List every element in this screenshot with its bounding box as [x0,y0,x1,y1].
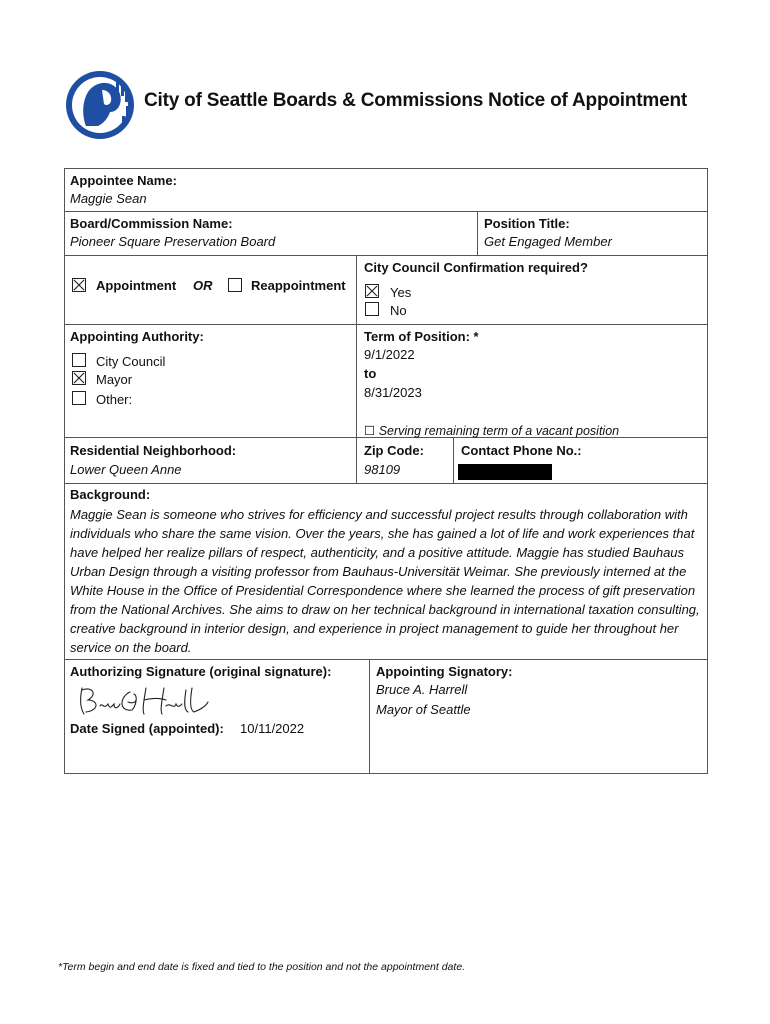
confirmation-yes-label: Yes [390,285,412,300]
city-council-checkbox[interactable] [72,353,86,367]
term-label: Term of Position: * [364,329,479,344]
appointee-name-label: Appointee Name: [70,173,177,188]
neighborhood-label: Residential Neighborhood: [70,443,237,458]
background-text: Maggie Sean is someone who strives for efficiency and successful project results through collaboration with individuals who share the same vision. Over the years, she has gained a lot of life and work experiences that have helped her realize pillars of respect, authenticity, and a positive attitude. Maggie has studied Bauhaus Urban Design through a visiting professor from Bauhaus-Universität Weimar. She previously interned at the White House in the Office of Presidential Correspondence where she learned the process of gift preservation from the National Archives. She aims to draw on her technical background in international taxation consulting, creative background in interior design, and experience in project management to guide her throughout her service on the board. [70,507,700,655]
neighborhood-value: Lower Queen Anne [70,462,182,477]
divider [64,659,708,660]
vacant-term-checkbox[interactable]: ☐ [364,424,376,438]
redacted-phone [458,464,552,480]
city-of-seattle-seal-icon [64,68,136,142]
vacant-term-option[interactable] [364,423,619,438]
mayor-checkbox[interactable] [72,371,86,385]
council-confirmation-label: City Council Confirmation required? [364,260,588,275]
divider [356,255,357,483]
signatory-title: Mayor of Seattle [376,702,471,717]
page-title: City of Seattle Boards & Commissions Notice of Appointment [144,90,687,111]
position-title-value: Get Engaged Member [484,234,612,249]
board-name-value: Pioneer Square Preservation Board [70,234,276,249]
divider [453,437,454,483]
mayor-label: Mayor [96,372,133,387]
position-title-label: Position Title: [484,216,570,231]
vacant-term-label: Serving remaining term of a vacant position [378,424,620,438]
board-name-label: Board/Commission Name: [70,216,233,231]
other-checkbox[interactable] [72,391,86,405]
city-council-label: City Council [96,354,166,369]
appointment-checkbox[interactable] [72,278,86,292]
zip-label: Zip Code: [364,443,424,458]
appointing-signatory-label: Appointing Signatory: [376,664,513,679]
appointment-label: Appointment [96,278,177,293]
signatory-name: Bruce A. Harrell [376,682,468,697]
divider [64,211,708,212]
divider [369,659,370,774]
appointing-authority-label: Appointing Authority: [70,329,204,344]
divider [64,483,708,484]
confirmation-no-label: No [390,303,407,318]
term-end: 8/31/2023 [364,385,422,400]
footnote: *Term begin and end date is fixed and tied to the position and not the appointment date. [58,961,466,973]
reappointment-label: Reappointment [251,278,346,293]
date-signed-label: Date Signed (appointed): [70,721,224,736]
confirmation-yes-checkbox[interactable] [365,284,379,298]
divider [64,255,708,256]
reappointment-checkbox[interactable] [228,278,242,292]
other-label: Other: [96,392,133,407]
or-label: OR [193,278,213,293]
date-signed-value: 10/11/2022 [240,721,305,736]
zip-value: 98109 [364,462,401,477]
term-to: to [364,366,377,381]
appointee-name-value: Maggie Sean [70,191,147,206]
background-label: Background: [70,487,151,502]
handwritten-signature [70,682,210,718]
confirmation-no-checkbox[interactable] [365,302,379,316]
divider [64,324,708,325]
authorizing-signature-label: Authorizing Signature (original signature): [70,664,332,679]
phone-label: Contact Phone No.: [461,443,582,458]
divider [477,211,478,255]
term-start: 9/1/2022 [364,347,415,362]
